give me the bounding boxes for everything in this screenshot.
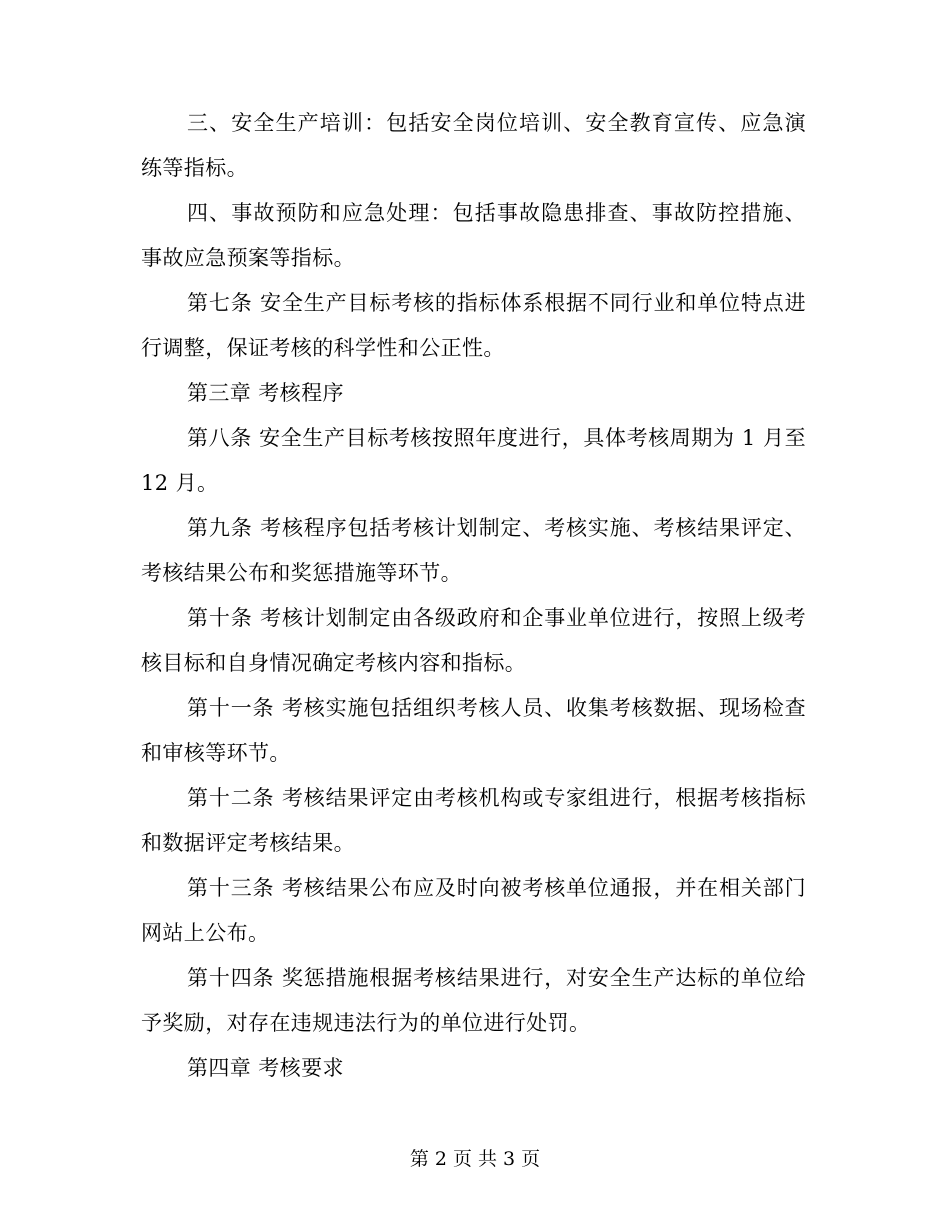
article-11: 第十一条 考核实施包括组织考核人员、收集考核数据、现场检查和审核等环节。	[141, 696, 806, 765]
chapter-3-heading: 第三章 考核程序	[187, 381, 344, 405]
article-12: 第十二条 考核结果评定由考核机构或专家组进行，根据考核指标和数据评定考核结果。	[141, 786, 806, 855]
page-number-footer: 第 2 页 共 3 页	[409, 1148, 541, 1170]
chapter-4-heading: 第四章 考核要求	[187, 1056, 344, 1080]
article-7: 第七条 安全生产目标考核的指标体系根据不同行业和单位特点进行调整，保证考核的科学性和公正性。	[141, 291, 806, 360]
paragraph-accident-prevention: 四、事故预防和应急处理：包括事故隐患排查、事故防控措施、事故应急预案等指标。	[141, 201, 806, 270]
article-13: 第十三条 考核结果公布应及时向被考核单位通报，并在相关部门网站上公布。	[141, 876, 806, 945]
document-body	[141, 101, 806, 1091]
article-10: 第十条 考核计划制定由各级政府和企事业单位进行，按照上级考核目标和自身情况确定考核内容和指标。	[141, 606, 806, 675]
article-8: 第八条 安全生产目标考核按照年度进行，具体考核周期为 1 月至 12 月。	[141, 426, 806, 495]
article-14: 第十四条 奖惩措施根据考核结果进行，对安全生产达标的单位给予奖励，对存在违规违法行为的单位进行处罚。	[141, 966, 806, 1035]
paragraph-training-indicators: 三、安全生产培训：包括安全岗位培训、安全教育宣传、应急演练等指标。	[141, 111, 806, 180]
article-9: 第九条 考核程序包括考核计划制定、考核实施、考核结果评定、考核结果公布和奖惩措施等环节。	[141, 516, 806, 585]
